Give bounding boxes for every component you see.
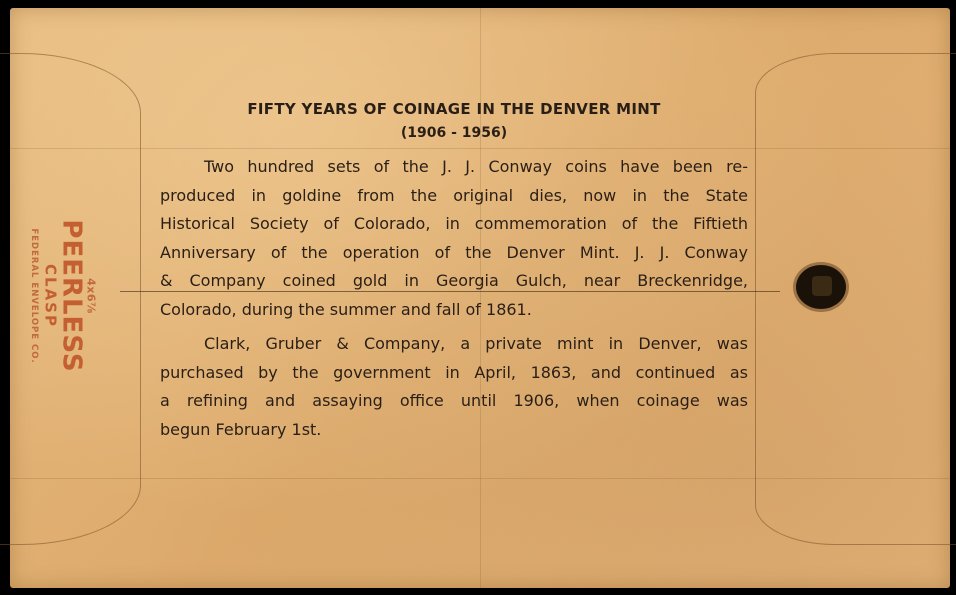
paragraph-line: produced in goldine from the original dies, now in the State [160,185,748,205]
stamp-brand: PEERLESS [56,219,87,373]
paragraph-line: Historical Society of Colorado, in commemoration of the Fiftieth [160,214,748,233]
manufacturer-stamp [14,211,124,381]
paragraph-line: begun February 1st. [160,419,322,439]
paragraph-line: a refining and assaying office until 1906, when coinage was [160,391,748,410]
paragraph-2 [160,330,748,444]
paragraph-line: Colorado, during the summer and fall of 1861. [160,299,532,319]
paragraph-line: Anniversary of the operation of the Denver Mint. J. J. Conway [160,242,748,262]
clasp-hole-shadow [812,276,832,296]
paragraph-line: & Company coined gold in Georgia Gulch, near Breckenridge, [160,271,748,290]
stamp-clasp: CLASP [41,264,60,328]
document-subtitle: (1906 - 1956) [400,125,508,141]
paragraph-line: Clark, Gruber & Company, a private mint in Denver, was [204,334,748,353]
clasp-hole [796,265,846,309]
stamp-size: 4x6⅞ [84,278,98,314]
stamp-maker: FEDERAL ENVELOPE CO. [29,228,39,364]
stamp-main-text [42,211,97,381]
paragraph-line: Two hundred sets of the J. J. Conway coins have been re- [204,157,748,176]
paragraph-1 [160,153,748,324]
right-flap-fold [755,53,956,545]
document-title: FIFTY YEARS OF COINAGE IN THE DENVER MINT [247,100,661,118]
printed-text-block [160,100,748,444]
paragraph-line: purchased by the government in April, 1863, and continued as [160,362,748,382]
